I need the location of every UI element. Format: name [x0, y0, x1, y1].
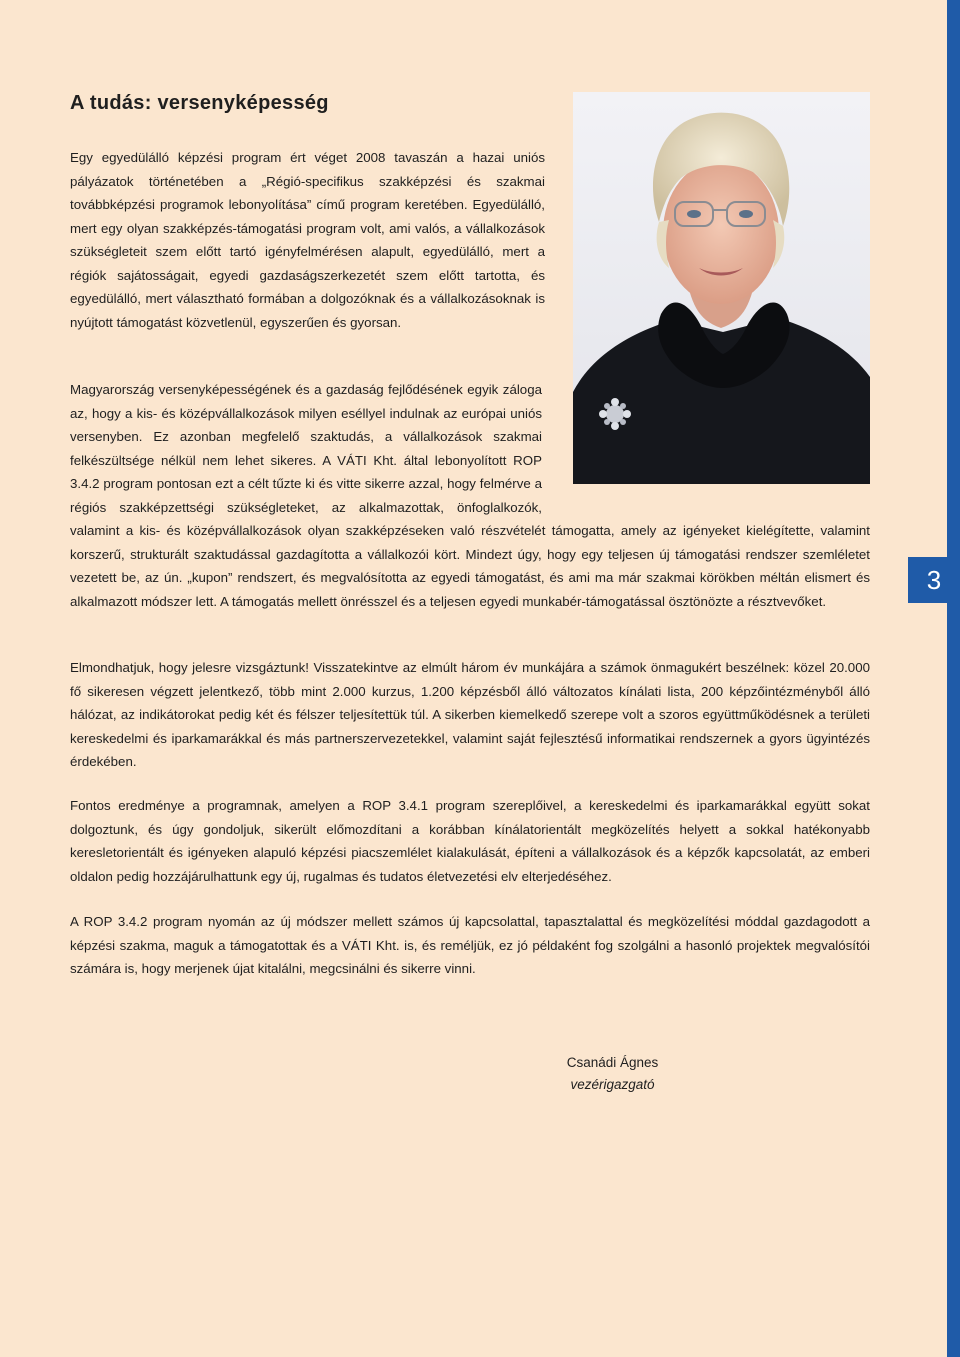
- signature-role: vezérigazgató: [570, 1077, 655, 1092]
- signature-block: [440, 1052, 785, 1096]
- paragraph-3: Elmondhatjuk, hogy jelesre vizsgáztunk! Visszatekintve az elmúlt három év munkájára a számok önmagukért beszélnek: közel 20.000 fő sikeresen végzett jelentkező, több mint 2.000 kurzus, 1.200 képzésből álló változatos kínálati lista, 200 képzőintézményből álló hálózat, az indikátorokat pedig két és félszer teljesítettük túl. A sikerben kiemelkedő szerepe volt a szoros együttműködésnek a területi kereskedelmi és iparkamarákkal és más partnerszervezetekkel, valamint saját fejlesztésű informatikai rendszernek a gyors ügyintézés érdekében.: [70, 660, 870, 769]
- paragraph-2-block: [70, 378, 870, 613]
- paragraph-5: A ROP 3.4.2 program nyomán az új módszer mellett számos új kapcsolattal, tapasztalattal és megközelítési móddal gazdagodott a képzési szakma, maguk a támogatottak és a VÁTI Kht. is, és reméljük, ez jó példaként fog szolgálni a hasonló projektek megvalósítói számára is, hogy merjenek újat kitalálni, megcsinálni és sikerre vinni.: [70, 914, 870, 976]
- paragraph-4: Fontos eredménye a programnak, amelyen a ROP 3.4.1 program szereplőivel, a kereskedelmi és iparkamarákkal együtt sokat dolgoztunk, és úgy gondoljuk, sikerült előmozdítani a korábban kínálatorientált megközelítés helyett a sokkal hatékonyabb keresletorientált és igényeken alapuló képzési piacszemlélet kialakulását, építeni a vállalkozások és a képzők kapcsolatát, az emberi oldalon pedig hozzájárulhattunk egy új, rugalmas és tudatos életvezetési elv elterjedéséhez.: [70, 798, 870, 884]
- paragraph-2: Magyarország versenyképességének és a gazdaság fejlődésének egyik záloga az, hogy a kis- és középvállalkozások milyen eséllyel indulnak az európai uniós versenyben. Ez azonban megfelelő szaktudás, a vállalkozások szakmai felkészültsége nélkül nem lehet sikeres. A VÁTI Kht. által lebonyolított ROP 3.4.2 program pontosan ezt a célt tűzte ki és vitte sikerre azzal, hogy felmérve a régiós szakképzettségi szükségleteket, az alkalmazottak, önfoglalkozók, valamint a kis- és középvállalkozások olyan szakképzéseken való részvételét támogatta, amely az igényeket kielégítette, valamint korszerű, strukturált szaktudással gazdagította a vállalkozói kört. Mindezt úgy, hogy egy teljesen új támogatási rendszer szemléletet vezetett be, az ún. „kupon” rendszert, és megvalósította az egyedi támogatást, és ami ma már szakmai körökben méltán elismert és alkalmazott módszer lett. A támogatás mellett önrésszel és a teljesen egyedi munkabér-támogatással ösztönözte a résztvevőket.: [70, 382, 870, 609]
- page-number-tab: [908, 557, 960, 603]
- page-title: A tudás: versenyképesség: [70, 92, 329, 114]
- page-number: 3: [926, 564, 942, 595]
- photo-wrap-spacer: [542, 378, 870, 504]
- page-edge-bar: [947, 0, 960, 1357]
- paragraph-1: Egy egyedülálló képzési program ért véget 2008 tavaszán a hazai uniós pályázatok történetében a „Régió-specifikus szakképzési és szakmai továbbképzési programok lebonyolítása” című program keretében. Egyedülálló, mert egy olyan szakképzés-támogatási program volt, ami valós, a vállalkozások szükségleteit szem előtt tartó igényfelmérésen alapult, egyedülálló, mert a régiók sajátosságait, egyedi gazdaságszerkezetét szem előtt tartotta, és egyedülálló, mert választható formában a dolgozóknak és a vállalkozásoknak is nyújtott támogatást közvetlenül, egyszerűen és gyorsan.: [70, 150, 545, 330]
- signature-name: Csanádi Ágnes: [566, 1055, 659, 1070]
